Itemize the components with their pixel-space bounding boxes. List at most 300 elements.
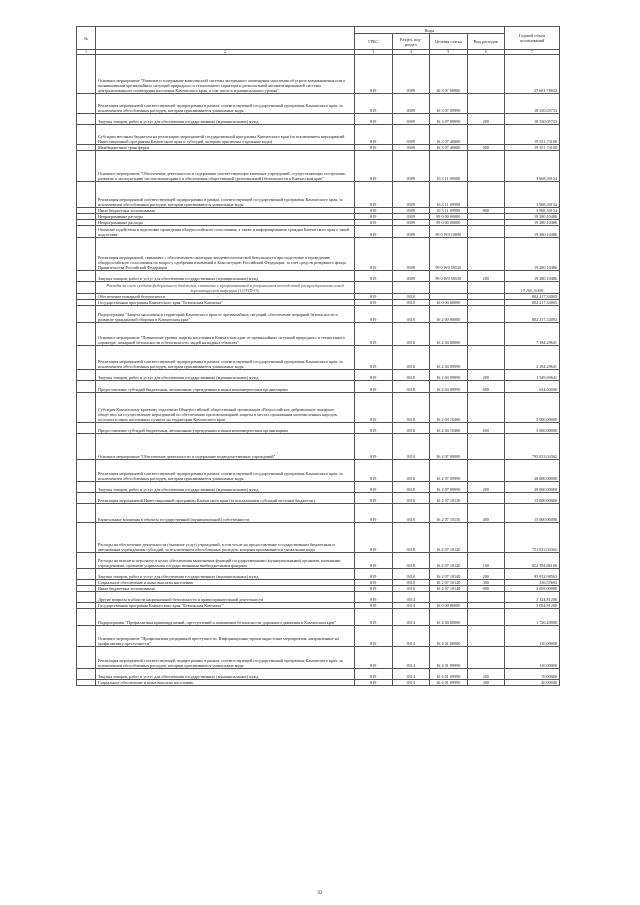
row-sum-cell: 110,00000 [505, 647, 560, 669]
col-header-razdel: Раздел, под-раздел [392, 34, 430, 50]
row-number-cell [77, 226, 96, 238]
table-row [77, 125, 560, 145]
table-row [77, 460, 560, 482]
row-sum-cell: 751 933,04362 [505, 523, 560, 553]
row-name-cell: Подпрограмма "Профилактика правонарушений, преступлений и повышение безопасности дорожного движения в Камчатском крае" [96, 609, 355, 626]
row-razdel-cell: 0310 [392, 323, 430, 346]
row-grbs-cell: 819 [355, 381, 393, 393]
index-cell: 4 [392, 50, 430, 55]
row-number-cell [77, 504, 96, 523]
row-vr-cell [467, 182, 505, 208]
row-razdel-cell: 0309 [392, 226, 430, 238]
row-grbs-cell: 819 [355, 151, 393, 182]
table-row [77, 482, 560, 493]
row-grbs-cell: 819 [355, 145, 393, 151]
row-grbs-cell: 819 [355, 238, 393, 271]
row-vr-cell: 300 [467, 680, 505, 686]
row-grbs-cell: 819 [355, 580, 393, 586]
row-sum-cell: 28 000,00000 [505, 460, 560, 482]
table-row [77, 493, 560, 504]
table-row [77, 151, 560, 182]
row-vr-cell [467, 94, 505, 114]
row-number-cell [77, 523, 96, 553]
row-vr-cell: 400 [467, 504, 505, 523]
row-razdel-cell: 0314 [392, 647, 430, 669]
row-sum-cell: 18 330,05733 [505, 94, 560, 114]
row-sum-cell: 19 280,10486 [505, 282, 560, 294]
row-name-cell: Основное мероприятие "Обеспечение деятельности и содержание подведомственных учреждений" [96, 434, 355, 460]
row-razdel-cell: 0310 [392, 370, 430, 381]
index-cell: 7 [505, 50, 560, 55]
row-razdel-cell: 0310 [392, 423, 430, 434]
row-sum-cell: 18 330,05733 [505, 114, 560, 125]
row-vr-cell: 600 [467, 423, 505, 434]
row-grbs-cell: 819 [355, 220, 393, 226]
row-number-cell [77, 493, 96, 504]
row-name-cell: Обеспечение пожарной безопасности [96, 294, 355, 300]
row-vr-cell [467, 238, 505, 271]
row-sum-cell: 802 217,34003 [505, 300, 560, 306]
table-row [77, 434, 560, 460]
row-grbs-cell: 819 [355, 586, 393, 592]
row-sum-cell: 5 000,00000 [505, 393, 560, 423]
index-cell: 3 [355, 50, 393, 55]
row-sum-cell: 19 280,10486 [505, 220, 560, 226]
row-razdel-cell: 0310 [392, 493, 430, 504]
table-row [77, 306, 560, 323]
row-name-cell: Основное мероприятие "Обеспечение деятельности и содержания соответствующих казенных учреждений, осуществляющих построение, развитие и эксплуатацию систем мониторинга и обеспечения общественной (региональной) безопасности в Камчатском крае" [96, 151, 355, 182]
row-number-cell [77, 680, 96, 686]
row-number-cell [77, 238, 96, 271]
col-header-sum: Годовой объем ассигнований [505, 27, 560, 50]
row-name-cell: Закупка товаров, работ и услуг для обеспечения государственных (муниципальных) нужд [96, 669, 355, 680]
table-row [77, 669, 560, 680]
row-grbs-cell: 819 [355, 609, 393, 626]
row-grbs-cell: 819 [355, 523, 393, 553]
row-vr-cell [467, 609, 505, 626]
row-sum-cell: 27 681,78823 [505, 55, 560, 94]
row-csr-cell: 16 3 11 00000 [430, 151, 468, 182]
row-razdel-cell: 0309 [392, 182, 430, 208]
row-csr-cell: 16 3 11 09990 [430, 182, 468, 208]
row-sum-cell: 3 968,30154 [505, 151, 560, 182]
row-number-cell [77, 626, 96, 647]
row-name-cell: Предоставление субсидий бюджетным, автономным учреждениям и иным некоммерческим организациям [96, 381, 355, 393]
row-number-cell [77, 323, 96, 346]
table-row [77, 592, 560, 603]
row-grbs-cell: 819 [355, 434, 393, 460]
table-header [77, 27, 560, 55]
row-name-cell: Субсидия Камчатскому краевому отделению Общероссийской общественной организации «Всероссийское добровольное пожарное общество» на осуществление мероприятий по обеспечению противопожарной защиты в местах проживания малочисленных народов, поселках и иных населенных пунктах на территории Камчатского края [96, 393, 355, 423]
row-name-cell: Подпрограмма "Защита населения и территорий Камчатского края от чрезвычайных ситуаций, обеспечение пожарной безопасности и развитие гражданской обороны в Камчатском крае" [96, 306, 355, 323]
row-vr-cell [467, 306, 505, 323]
row-name-cell: Основное мероприятие "Повышение уровня защиты населения в Камчатском крае от чрезвычайных ситуаций природного и техногенного характера, пожарной безопасности и безопасности людей на водных объектах" [96, 323, 355, 346]
row-grbs-cell: 819 [355, 393, 393, 423]
table-row [77, 323, 560, 346]
row-razdel-cell: 0314 [392, 592, 430, 603]
row-number-cell [77, 423, 96, 434]
row-name-cell: Непрограммные расходы [96, 220, 355, 226]
row-name-cell: Закупка товаров, работ и услуг для обеспечения государственных (муниципальных) нужд [96, 271, 355, 282]
row-sum-cell: 19 351,73100 [505, 145, 560, 151]
row-number-cell [77, 569, 96, 580]
row-csr-cell: 16 2 07 10140 [430, 553, 468, 569]
row-vr-cell [467, 626, 505, 647]
row-razdel-cell: 0309 [392, 125, 430, 145]
row-sum-cell: 3 968,30154 [505, 208, 560, 214]
row-csr-cell: 16 3 07 40000 [430, 125, 468, 145]
index-cell: 6 [467, 50, 505, 55]
row-csr-cell: 99 0 W0 58530 [430, 271, 468, 282]
row-number-cell [77, 482, 96, 493]
row-razdel-cell: 0309 [392, 94, 430, 114]
row-number-cell [77, 306, 96, 323]
budget-allocation-table [76, 26, 560, 686]
row-csr-cell: 16 4 00 00000 [430, 609, 468, 626]
page-number: 92 [317, 891, 323, 896]
index-cell: 5 [430, 50, 468, 55]
row-sum-cell: 802 217,34003 [505, 294, 560, 300]
row-razdel-cell: 0310 [392, 504, 430, 523]
row-razdel-cell: 0309 [392, 208, 430, 214]
row-sum-cell: 110,00000 [505, 626, 560, 647]
row-sum-cell: 19 280,10486 [505, 238, 560, 271]
row-csr-cell: 16 3 07 09990 [430, 94, 468, 114]
row-vr-cell: 100 [467, 553, 505, 569]
row-grbs-cell: 819 [355, 493, 393, 504]
row-sum-cell: 795 033,04362 [505, 434, 560, 460]
row-name-cell: Закупка товаров, работ и услуг для обеспечения государственных (муниципальных) нужд [96, 482, 355, 493]
row-razdel-cell: 0309 [392, 271, 430, 282]
row-sum-cell: 70,00000 [505, 669, 560, 680]
row-name-cell: Реализация мероприятий соответствующей подпрограммы в рамках соответствующей государственной программы Камчатского края, за исключением обособленных расходов, которым присваиваются уникальные коды [96, 346, 355, 370]
row-grbs-cell: 819 [355, 306, 393, 323]
table-row [77, 114, 560, 125]
row-vr-cell: 800 [467, 208, 505, 214]
row-razdel-cell: 0309 [392, 145, 430, 151]
row-razdel-cell: 0310 [392, 300, 430, 306]
row-sum-cell: 336,57693 [505, 580, 560, 586]
row-name-cell: Расходы за счет средств федерального бюджета, связанные с профилактикой и устранением последствий распространения новой коронавирусной инфекции (COVID-19) [96, 282, 355, 294]
row-csr-cell: 16 0 00 00000 [430, 300, 468, 306]
row-number-cell [77, 151, 96, 182]
row-csr-cell: 16 2 07 10130 [430, 493, 468, 504]
col-header-name [96, 27, 355, 50]
row-razdel-cell: 0309 [392, 238, 430, 271]
row-sum-cell: 3 059,00000 [505, 586, 560, 592]
row-name-cell: Основное мероприятие "Развитие и содержание комплексной системы экстренного оповещения населения об угрозе возникновения или о возникновении чрезвычайных ситуаций природного и техногенного характера и региональной автоматизированной системы централизованного оповещения населения Камчатского края, в том числе в муниципального уровня" [96, 55, 355, 94]
row-number-cell [77, 609, 96, 626]
row-vr-cell: 200 [467, 569, 505, 580]
row-name-cell: Непрограммные расходы [96, 214, 355, 220]
row-grbs-cell: 819 [355, 323, 393, 346]
row-name-cell: Иные бюджетные ассигнования [96, 586, 355, 592]
row-vr-cell: 600 [467, 381, 505, 393]
row-vr-cell [467, 592, 505, 603]
row-razdel-cell: 0309 [392, 151, 430, 182]
row-razdel-cell: 0310 [392, 393, 430, 423]
row-number-cell [77, 370, 96, 381]
row-vr-cell [467, 493, 505, 504]
row-grbs-cell: 819 [355, 94, 393, 114]
row-csr-cell: 16 2 04 10460 [430, 423, 468, 434]
row-csr-cell: 16 4 01 00000 [430, 626, 468, 647]
row-vr-cell [467, 523, 505, 553]
row-razdel-cell: 0310 [392, 346, 430, 370]
row-grbs-cell: 819 [355, 626, 393, 647]
row-name-cell: Предоставление субсидий бюджетным, автономным учреждениям и иным некоммерческим организациям [96, 423, 355, 434]
row-razdel-cell: 0314 [392, 609, 430, 626]
row-name-cell: Реализация мероприятий соответствующей подпрограммы в рамках соответствующей государственной программы Камчатского края, за исключением обособленных расходов, которым присваиваются уникальные коды [96, 460, 355, 482]
row-razdel-cell: 0310 [392, 294, 430, 300]
row-csr-cell: 16 2 04 09990 [430, 381, 468, 393]
table-row [77, 226, 560, 238]
row-name-cell: Реализация мероприятий соответствующей подпрограммы в рамках соответствующей государственной программы Камчатского края, за исключением обособленных расходов, которым присваиваются уникальные коды [96, 647, 355, 669]
row-name-cell: Закупка товаров, работ и услуг для обеспечения государственных (муниципальных) нужд [96, 569, 355, 580]
row-number-cell [77, 182, 96, 208]
row-vr-cell [467, 125, 505, 145]
row-grbs-cell: 819 [355, 208, 393, 214]
row-razdel-cell: 0310 [392, 381, 430, 393]
row-number-cell [77, 381, 96, 393]
row-csr-cell: 99 0 W0 10000 [430, 226, 468, 238]
table-row [77, 94, 560, 114]
row-grbs-cell: 819 [355, 669, 393, 680]
row-grbs-cell: 819 [355, 592, 393, 603]
table-row [77, 393, 560, 423]
row-number-cell [77, 125, 96, 145]
row-sum-cell: 95 932,98563 [505, 569, 560, 580]
table-row [77, 271, 560, 282]
row-sum-cell: 3 054,81200 [505, 603, 560, 609]
col-header-csr: Целевая статья [430, 34, 468, 50]
row-vr-cell: 500 [467, 145, 505, 151]
row-grbs-cell: 819 [355, 680, 393, 686]
col-header-grbs: ГРБС [355, 34, 393, 50]
row-csr-cell: 16 2 04 00000 [430, 323, 468, 346]
row-razdel-cell: 0310 [392, 434, 430, 460]
row-number-cell [77, 592, 96, 603]
row-grbs-cell: 819 [355, 370, 393, 381]
row-razdel-cell: 0314 [392, 669, 430, 680]
row-number-cell [77, 393, 96, 423]
row-grbs-cell: 819 [355, 504, 393, 523]
table-row [77, 626, 560, 647]
row-number-cell [77, 460, 96, 482]
table-row [77, 504, 560, 523]
row-razdel-cell: 0310 [392, 586, 430, 592]
row-vr-cell [467, 151, 505, 182]
row-csr-cell [430, 592, 468, 603]
row-vr-cell [467, 647, 505, 669]
row-csr-cell: 16 3 07 09990 [430, 114, 468, 125]
table-row [77, 647, 560, 669]
budget-table-page [76, 26, 560, 686]
row-csr-cell: 16 2 07 10140 [430, 580, 468, 586]
row-csr-cell: 16 2 07 10140 [430, 586, 468, 592]
row-grbs-cell: 819 [355, 300, 393, 306]
row-number-cell [77, 553, 96, 569]
row-vr-cell: 200 [467, 669, 505, 680]
row-razdel-cell: 0314 [392, 680, 430, 686]
row-csr-cell: 16 2 07 10130 [430, 504, 468, 523]
row-vr-cell: 800 [467, 586, 505, 592]
row-number-cell [77, 669, 96, 680]
row-csr-cell: 16 3 07 00000 [430, 55, 468, 94]
table-row [77, 569, 560, 580]
row-name-cell: Государственная программа Камчатского края "Безопасная Камчатка" [96, 603, 355, 609]
row-sum-cell: 40,00000 [505, 680, 560, 686]
row-csr-cell: 16 2 04 10460 [430, 393, 468, 423]
row-grbs-cell: 819 [355, 423, 393, 434]
row-vr-cell [467, 346, 505, 370]
row-vr-cell [467, 393, 505, 423]
row-csr-cell [430, 282, 468, 294]
row-name-cell: Основное мероприятие "Профилактика рецидивной преступности. Информационно-пропагандистские мероприятия, направленные на профилактику преступности" [96, 626, 355, 647]
row-sum-cell: 19 280,10486 [505, 271, 560, 282]
row-sum-cell: 652 594,86106 [505, 553, 560, 569]
row-razdel-cell: 0309 [392, 214, 430, 220]
row-vr-cell: 300 [467, 580, 505, 586]
row-vr-cell: 200 [467, 271, 505, 282]
row-name-cell: Другие вопросы в области национальной безопасности и правоохранительной деятельности [96, 592, 355, 603]
table-row [77, 370, 560, 381]
row-sum-cell: 1 549,69641 [505, 370, 560, 381]
row-number-cell [77, 55, 96, 94]
row-name-cell: Социальное обеспечение и иные выплаты населению [96, 680, 355, 686]
row-sum-cell: 2 184,29641 [505, 346, 560, 370]
col-header-vr: Вид расходов [467, 34, 505, 50]
row-razdel-cell [392, 282, 430, 294]
row-vr-cell [467, 282, 505, 294]
index-cell: 2 [96, 50, 355, 55]
row-csr-cell: 99 0 00 00000 [430, 220, 468, 226]
table-row [77, 553, 560, 569]
row-name-cell: Реализация мероприятий Инвестиционной программы Камчатского края (за исключением субсидий местным бюджетам) [96, 493, 355, 504]
row-number-cell [77, 94, 96, 114]
row-csr-cell: 16 0 00 00000 [430, 603, 468, 609]
row-razdel-cell: 0310 [392, 553, 430, 569]
row-csr-cell: 16 4 01 09990 [430, 680, 468, 686]
row-sum-cell: 15 000,00000 [505, 493, 560, 504]
row-number-cell [77, 647, 96, 669]
table-row [77, 523, 560, 553]
row-sum-cell: 3 968,30154 [505, 182, 560, 208]
row-razdel-cell: 0310 [392, 482, 430, 493]
row-grbs-cell: 819 [355, 603, 393, 609]
row-csr-cell: 99 0 00 00000 [430, 214, 468, 220]
table-row [77, 282, 560, 294]
row-sum-cell: 19 280,10486 [505, 214, 560, 220]
row-csr-cell: 16 3 07 40000 [430, 145, 468, 151]
row-sum-cell: 1 726,20000 [505, 609, 560, 626]
row-razdel-cell: 0309 [392, 220, 430, 226]
row-name-cell: Реализация мероприятий соответствующей подпрограммы в рамках соответствующей государственной программы Камчатского края, за исключением обособленных расходов, которым присваиваются уникальные коды [96, 182, 355, 208]
row-vr-cell [467, 226, 505, 238]
row-number-cell [77, 434, 96, 460]
row-sum-cell: 7 184,29641 [505, 323, 560, 346]
index-cell: 1 [77, 50, 96, 55]
row-csr-cell: 16 2 07 09990 [430, 460, 468, 482]
row-csr-cell: 99 0 W0 58530 [430, 238, 468, 271]
row-number-cell [77, 346, 96, 370]
row-grbs-cell: 819 [355, 294, 393, 300]
row-name-cell: Межбюджетные трансферты [96, 145, 355, 151]
row-razdel-cell: 0310 [392, 306, 430, 323]
row-grbs-cell: 819 [355, 182, 393, 208]
row-sum-cell: 5 000,00000 [505, 423, 560, 434]
row-vr-cell: 200 [467, 482, 505, 493]
row-sum-cell: 3 124,81200 [505, 592, 560, 603]
table-row [77, 680, 560, 686]
table-row [77, 346, 560, 370]
row-name-cell: Капитальные вложения в объекты государственной (муниципальной) собственности [96, 504, 355, 523]
row-vr-cell [467, 460, 505, 482]
row-number-cell [77, 114, 96, 125]
row-csr-cell: 16 2 00 00000 [430, 306, 468, 323]
row-vr-cell: 200 [467, 114, 505, 125]
row-name-cell: Реализация мероприятий, связанных с обеспечением санитарно-эпидемиологической безопасности при подготовке к проведению общероссийского голосования по вопросу одобрения изменений в Конституцию Российской Федерации, за счет средств резервного фонда Правительства Российской Федерации [96, 238, 355, 271]
row-grbs-cell: 819 [355, 647, 393, 669]
table-row [77, 423, 560, 434]
row-grbs-cell [355, 282, 393, 294]
col-header-number: № [77, 27, 96, 50]
row-vr-cell [467, 55, 505, 94]
table-body [77, 55, 560, 686]
row-vr-cell [467, 323, 505, 346]
row-csr-cell: 16 2 07 10140 [430, 569, 468, 580]
row-grbs-cell: 819 [355, 569, 393, 580]
table-row [77, 238, 560, 271]
row-sum-cell: 634,60000 [505, 381, 560, 393]
row-name-cell: Субсидии местным бюджетам на реализацию мероприятий государственной программы Камчатского края (за исключением мероприятий Инвестиционной программы Камчатского края и субсидий, которым присвоены отдельные коды) [96, 125, 355, 145]
row-grbs-cell: 819 [355, 55, 393, 94]
row-number-cell [77, 271, 96, 282]
row-name-cell: Расходы на обеспечение деятельности (оказание услуг) учреждений, в том числе на предоставление государственным бюджетным и автономным учреждениям субсидий, за исключением обособленных расходов, которым присваиваются уникальные коды [96, 523, 355, 553]
row-razdel-cell: 0314 [392, 603, 430, 609]
row-csr-cell: 16 2 07 09990 [430, 482, 468, 493]
row-name-cell: Закупка товаров, работ и услуг для обеспечения государственных (муниципальных) нужд [96, 114, 355, 125]
row-razdel-cell: 0310 [392, 523, 430, 553]
row-razdel-cell: 0310 [392, 580, 430, 586]
col-header-codes: Коды [355, 27, 505, 34]
table-row [77, 381, 560, 393]
table-row [77, 55, 560, 94]
row-razdel-cell: 0310 [392, 569, 430, 580]
row-grbs-cell: 819 [355, 346, 393, 370]
row-name-cell: Закупка товаров, работ и услуг для обеспечения государственных (муниципальных) нужд [96, 370, 355, 381]
row-grbs-cell: 819 [355, 214, 393, 220]
row-name-cell: Расходы на выплаты персоналу в целях обеспечения выполнения функций государственными (муниципальными) органами, казенными учреждениями, органами управления государственными внебюджетными фондами [96, 553, 355, 569]
row-razdel-cell: 0314 [392, 626, 430, 647]
row-csr-cell: 16 2 07 00000 [430, 434, 468, 460]
row-grbs-cell: 819 [355, 553, 393, 569]
row-sum-cell: 19 280,10486 [505, 226, 560, 238]
row-csr-cell: 16 3 11 09990 [430, 208, 468, 214]
row-razdel-cell: 0309 [392, 114, 430, 125]
row-csr-cell: 16 2 04 09990 [430, 370, 468, 381]
row-razdel-cell: 0309 [392, 55, 430, 94]
row-vr-cell [467, 434, 505, 460]
row-csr-cell: 16 4 01 09990 [430, 669, 468, 680]
row-grbs-cell: 819 [355, 482, 393, 493]
row-sum-cell: 19 351,73100 [505, 125, 560, 145]
row-csr-cell: 16 4 01 09990 [430, 647, 468, 669]
row-csr-cell: 16 2 04 09990 [430, 346, 468, 370]
row-razdel-cell: 0310 [392, 460, 430, 482]
row-sum-cell: 28 000,00000 [505, 482, 560, 493]
row-grbs-cell: 819 [355, 125, 393, 145]
